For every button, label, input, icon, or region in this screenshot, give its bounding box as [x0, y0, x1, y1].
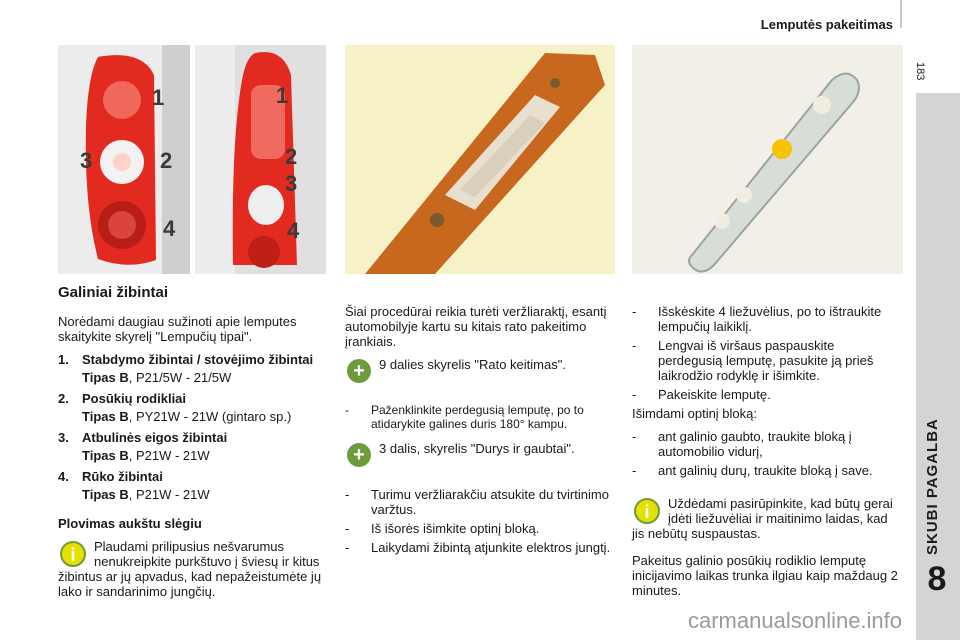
info-icon: i [60, 541, 86, 567]
step-text: Paženklinkite perdegusią lemputę, po to atidarykite galines duris 180° kampu. [371, 403, 584, 431]
chapter-number: 8 [927, 560, 947, 598]
wash-note [58, 539, 328, 599]
step-text: Iš išorės išimkite optinį bloką. [371, 521, 540, 536]
fitting-note [632, 496, 902, 541]
step-item: - Turimu veržliarakčiu atsukite du tvirtinimo varžtus. [345, 487, 615, 517]
inner-panel-photo [345, 45, 615, 274]
reference-note-wheel [345, 357, 615, 391]
bulb-holder-photo [632, 45, 903, 274]
header-title: Lemputės pakeitimas [760, 17, 893, 32]
rear-lamp-right-illustration [195, 45, 326, 274]
tool-intro: Šiai procedūrai reikia turėti veržliaraktį, esantį automobilyje kartu su kitais rato pakeitimo įrankiais. [345, 304, 607, 349]
item-spec: Tipas B, PY21W - 21W (gintaro sp.) [82, 409, 292, 424]
item-spec: Tipas B, P21/5W - 21/5W [82, 370, 232, 385]
wash-title: Plovimas aukštu slėgiu [58, 516, 202, 531]
reference-note-doors [345, 441, 615, 475]
callout-2b: 2 [285, 144, 298, 169]
list-item [58, 352, 328, 367]
item-spec: Tipas B, P21W - 21W [82, 448, 210, 463]
list-item [58, 391, 328, 406]
item-label: Posūkių rodikliai [82, 391, 187, 406]
item-label: Stabdymo žibintai / stovėjimo žibintai [82, 352, 314, 367]
step-item: - Laikydami žibintą atjunkite elektros jungtį. [345, 540, 611, 555]
step-item: - ant galinių durų, traukite bloką į save. [632, 463, 873, 478]
callout-4a: 4 [163, 216, 176, 241]
reference-text: 3 dalis, skyrelis "Durys ir gaubtai". [379, 441, 575, 456]
callout-1b: 1 [276, 83, 289, 108]
info-icon: i [634, 498, 660, 524]
step-text: Lengvai iš viršaus paspauskite perdegusią lemputę, pasukite ją prieš laikrodžio rodyklę ir išimkite. [658, 338, 874, 383]
item-number: 3. [58, 430, 69, 445]
item-spec: Tipas B, P21W - 21W [82, 487, 210, 502]
wash-text: Plaudami prilipusius nešvarumus nenukreipkite purkštuvo į šviesų ir kitus žibintus ar jų apvadus, kad nepažeistumėte jų lako ir sandarinimo jungčių. [58, 539, 322, 599]
header-divider [900, 0, 902, 28]
item-number: 2. [58, 391, 69, 406]
outro-text: Pakeitus galinio posūkių rodiklio lemputę inicijavimo laikas trunka ilgiau kaip maždaug 2 minutes. [632, 553, 898, 598]
step-text: ant galinių durų, traukite bloką į save. [658, 463, 873, 478]
item-number: 1. [58, 352, 69, 367]
step-text: Išskėskite 4 liežuvėlius, po to ištraukite lempučių laikiklį. [658, 304, 882, 334]
step-item: - Lengvai iš viršaus paspauskite perdegusią lemputę, pasukite ją prieš laikrodžio rodyklę ir išimkite. [632, 338, 902, 383]
plus-icon: + [347, 443, 371, 467]
removal-title: Išimdami optinį bloką: [632, 406, 757, 421]
intro-text: Norėdami daugiau sužinoti apie lemputes skaitykite skyrelį "Lempučių tipai". [58, 314, 297, 344]
side-tab [916, 93, 960, 640]
step-item: - Paženklinkite perdegusią lemputę, po to atidarykite galines duris 180° kampu. [345, 403, 615, 431]
callout-1a: 1 [152, 85, 165, 110]
list-item [58, 469, 328, 484]
step-text: ant galinio gaubto, traukite bloką į automobilio vidurį, [658, 429, 852, 459]
column-right [632, 304, 902, 606]
column-middle [345, 304, 615, 559]
list-item [58, 430, 328, 445]
step-item: - Iš išorės išimkite optinį bloką. [345, 521, 540, 536]
section-label: SKUBI PAGALBA [924, 418, 941, 555]
callout-3a: 3 [80, 148, 93, 173]
bulb-holder-illustration [632, 45, 903, 274]
plus-icon: + [347, 359, 371, 383]
step-text: Pakeiskite lemputę. [658, 387, 771, 402]
item-label: Atbulinės eigos žibintai [82, 430, 228, 445]
column-left [58, 285, 328, 599]
rear-lamp-photo-right [195, 45, 326, 274]
item-number: 4. [58, 469, 69, 484]
callout-2a: 2 [160, 148, 173, 173]
inner-panel-illustration [345, 45, 615, 274]
step-item: - Pakeiskite lemputę. [632, 387, 771, 402]
step-item: - ant galinio gaubto, traukite bloką į automobilio vidurį, [632, 429, 902, 459]
item-label: Rūko žibintai [82, 469, 163, 484]
step-text: Turimu veržliarakčiu atsukite du tvirtinimo varžtus. [371, 487, 609, 517]
reference-text: 9 dalies skyrelis "Rato keitimas". [379, 357, 566, 372]
section-title: Galiniai žibintai [58, 284, 169, 301]
callout-4b: 4 [287, 218, 300, 243]
page-number: 183 [914, 62, 926, 81]
fitting-text: Uždėdami pasirūpinkite, kad būtų gerai įdėti liežuvėliai ir maitinimo laidas, kad jis nebūtų suspaustas. [632, 496, 893, 541]
step-text: Laikydami žibintą atjunkite elektros jungtį. [371, 540, 611, 555]
step-item: - Išskėskite 4 liežuvėlius, po to ištraukite lempučių laikiklį. [632, 304, 902, 334]
callout-3b: 3 [285, 171, 298, 196]
watermark: carmanualsonline.info [688, 608, 903, 633]
